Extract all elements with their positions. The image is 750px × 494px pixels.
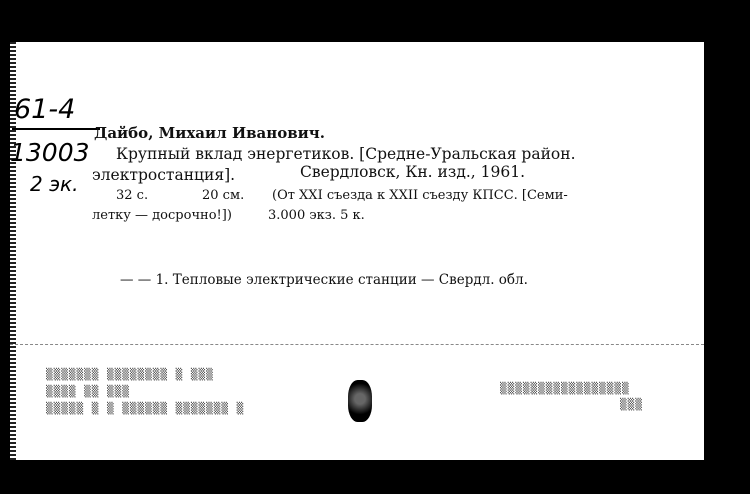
pages: 32 с.: [116, 188, 149, 203]
title-line-1: Крупный вклад энергетиков. [Средне-Уральская район.: [116, 145, 576, 163]
subject-heading: — — 1. Тепловые электрические станции — Свердл. обл.: [120, 272, 528, 288]
series-line-2: летку — досрочно!]): [92, 208, 232, 223]
stamp-block-left: ▒▒▒▒▒▒▒ ▒▒▒▒▒▒▒▒ ▒ ▒▒▒: [46, 368, 214, 381]
copies-note: 2 эк.: [30, 172, 79, 196]
size: 20 см.: [202, 188, 245, 203]
stamp-block-left-2: ▒▒▒▒ ▒▒ ▒▒▒: [46, 385, 130, 398]
series-line-1: (От XXI съезда к XXII съезду КПСС. [Семи-: [272, 188, 568, 203]
ink-blot: [348, 380, 372, 422]
print-run: 3.000 экз. 5 к.: [268, 208, 365, 223]
title-line-2: электростанция].: [92, 166, 236, 184]
stamp-block-left-3: ▒▒▒▒▒ ▒ ▒ ▒▒▒▒▒▒ ▒▒▒▒▒▒▒ ▒: [46, 402, 245, 415]
author-heading: Дайбо, Михаил Иванович.: [94, 124, 325, 142]
stamp-block-right-2: ▒▒▒: [620, 398, 643, 411]
imprint: Свердловск, Кн. изд., 1961.: [300, 163, 526, 181]
shelfmark-underline: [12, 128, 100, 130]
shelfmark: 61-4: [14, 94, 76, 125]
catalog-card: [10, 42, 704, 460]
stamp-block-right: ▒▒▒▒▒▒▒▒▒▒▒▒▒▒▒▒▒: [500, 382, 630, 395]
inventory-number: 13003: [10, 138, 90, 167]
separator-line: [10, 344, 704, 345]
